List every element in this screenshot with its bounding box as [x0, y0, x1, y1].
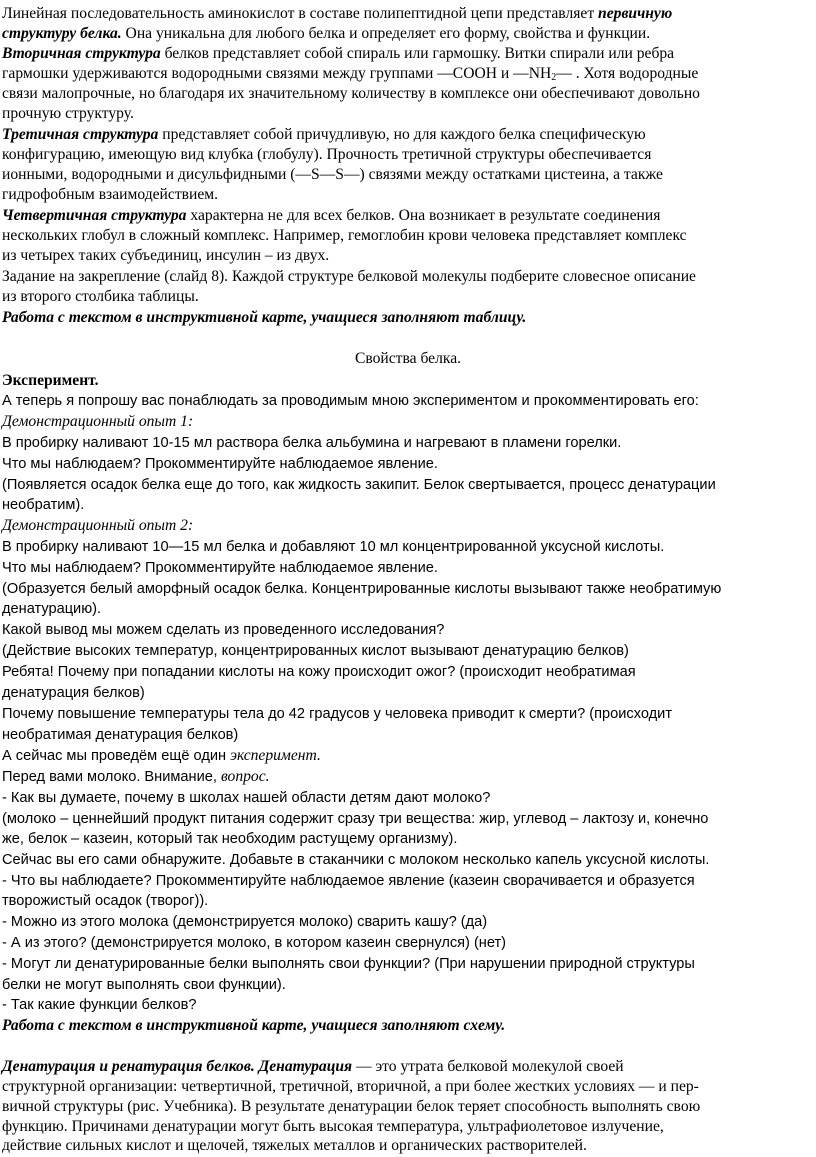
- term-primary: первичную: [598, 5, 673, 22]
- denaturation-line-4: функцию. Причинами денатурации могут быть высокая температура, ультрафиолетовое излучение,: [2, 1118, 664, 1135]
- section-title-protein-properties: Свойства белка.: [354, 350, 462, 367]
- conclusion-question: Какой вывод мы можем сделать из проведенного исследования?: [2, 622, 445, 638]
- scheme-instruction: Работа с текстом в инструктивной карте, учащиеся заполняют схему.: [2, 1017, 506, 1034]
- experiment-intro: А теперь я попрошу вас понаблюдать за проводимым мною экспериментом и прокомментировать его:: [2, 393, 699, 409]
- term-experiment: эксперимент.: [230, 747, 321, 764]
- demo-2-line-4: денатурацию).: [2, 601, 102, 617]
- text-run: Линейная последовательность аминокислот в составе полипептидной цепи представляет: [2, 5, 599, 22]
- acid-burn-question-line-1: Ребята! Почему при попадании кислоты на кожу происходит ожог? (происходит необратимая: [2, 664, 636, 680]
- text-run: — это утрата белковой молекулой своей: [352, 1058, 624, 1075]
- milk-line-2: (молоко – ценнейший продукт питания содержит сразу три вещества: жир, углевод – лактозу и, конечно: [2, 811, 709, 827]
- tertiary-structure-line-4: гидрофобным взаимодействием.: [2, 186, 219, 203]
- demo-1-title: Демонстрационный опыт 1:: [2, 413, 194, 430]
- term-primary-structure: структуру белка.: [2, 25, 122, 42]
- subscript: 2: [551, 72, 557, 83]
- milk-intro-line: [2, 767, 270, 787]
- text-run: представляет собой причудливую, но для каждого белка специфическую: [158, 126, 646, 143]
- primary-structure-line-1: [2, 4, 672, 24]
- task-instruction: Работа с текстом в инструктивной карте, учащиеся заполняют таблицу.: [2, 309, 527, 326]
- secondary-structure-line-4: прочную структуру.: [2, 105, 134, 122]
- quaternary-structure-line-3: из четырех таких субъединиц, инсулин – из двух.: [2, 247, 330, 264]
- milk-line-9: - Могут ли денатурированные белки выполнять свои функции? (При нарушении природной структуры: [2, 956, 695, 972]
- denaturation-line-2: структурной организации: четвертичной, третичной, вторичной, а при более жестких условиях — и пер-: [2, 1078, 699, 1095]
- tertiary-structure-line-3: ионными, водородными и дисульфидными (—S—S—) связями между остатками цистеина, а также: [2, 166, 663, 183]
- conclusion-answer: (Действие высоких температур, концентрированных кислот вызывают денатурацию белков): [2, 643, 629, 659]
- tertiary-structure-line-2: конфигурацию, имеющую вид клубка (глобулу). Прочность третичной структуры обеспечивается: [2, 146, 652, 163]
- experiment-heading: Эксперимент.: [2, 372, 99, 389]
- demo-1-line-3: (Появляется осадок белка еще до того, как жидкость закипит. Белок свертывается, процесс денатурации: [2, 477, 716, 493]
- term-denaturation: Денатурация и ренатурация белков. Денатурация: [2, 1058, 353, 1075]
- milk-line-3: же, белок – казеин, который так необходим растущему организму).: [2, 831, 458, 847]
- text-run: Она уникальна для любого белка и определяет его форму, свойства и функции.: [121, 25, 651, 42]
- secondary-structure-line-2: [2, 64, 698, 84]
- tertiary-structure-line-1: [2, 125, 646, 145]
- text-run: гармошки удерживаются водородными связями между группами —СООН и —NH: [2, 65, 552, 82]
- denaturation-line-5: действие сильных кислот и щелочей, тяжелых металлов и органических растворителей.: [2, 1137, 587, 1154]
- secondary-structure-line-1: [2, 44, 674, 64]
- milk-line-5: - Что вы наблюдаете? Прокомментируйте наблюдаемое явление (казеин сворачивается и образуется: [2, 873, 695, 889]
- text-run: белков представляет собой спираль или гармошку. Витки спирали или ребра: [160, 45, 675, 62]
- milk-line-7: - Можно из этого молока (демонстрируется молоко) сварить кашу? (да): [2, 914, 488, 930]
- demo-1-line-2: Что мы наблюдаем? Прокомментируйте наблюдаемое явление.: [2, 456, 438, 472]
- term-secondary-structure: Вторичная структура: [2, 45, 161, 62]
- milk-line-11: - Так какие функции белков?: [2, 997, 197, 1013]
- denaturation-line-1: [2, 1057, 624, 1077]
- milk-line-4: Сейчас вы его сами обнаружите. Добавьте в стаканчики с молоком несколько капель уксусной кислоты.: [2, 852, 710, 868]
- text-run: — . Хотя водородные: [556, 65, 699, 82]
- demo-2-line-2: Что мы наблюдаем? Прокомментируйте наблюдаемое явление.: [2, 560, 438, 576]
- temperature-question-line-1: Почему повышение температуры тела до 42 градусов у человека приводит к смерти? (происходит: [2, 706, 673, 722]
- secondary-structure-line-3: связи малопрочные, но благодаря их значительному количеству в комплексе они обеспечивают довольно: [2, 85, 700, 102]
- text-run: Перед вами молоко. Внимание,: [2, 769, 221, 785]
- demo-2-title: Демонстрационный опыт 2:: [2, 517, 194, 534]
- milk-line-10: белки не могут выполнять свои функции).: [2, 977, 286, 993]
- demo-2-line-1: В пробирку наливают 10—15 мл белка и добавляют 10 мл концентрированной уксусной кислоты.: [2, 539, 665, 555]
- quaternary-structure-line-1: [2, 206, 660, 226]
- term-quaternary-structure: Четвертичная структура: [2, 207, 187, 224]
- primary-structure-line-2: [2, 24, 650, 44]
- milk-line-6: творожистый осадок (творог)).: [2, 893, 209, 909]
- text-run: А сейчас мы проведём ещё один: [2, 748, 231, 764]
- milk-line-1: - Как вы думаете, почему в школах нашей области детям дают молоко?: [2, 790, 491, 806]
- acid-burn-question-line-2: денатурация белков): [2, 685, 145, 701]
- temperature-question-line-2: необратимая денатурация белков): [2, 727, 239, 743]
- task-line-1: Задание на закрепление (слайд 8). Каждой структуре белковой молекулы подберите словесное описание: [2, 268, 696, 285]
- text-run: характерна не для всех белков. Она возникает в результате соединения: [186, 207, 661, 224]
- milk-line-8: - А из этого? (демонстрируется молоко, в котором казеин свернулся) (нет): [2, 935, 507, 951]
- task-line-2: из второго столбика таблицы.: [2, 288, 199, 305]
- demo-1-line-4: необратим).: [2, 497, 85, 513]
- denaturation-line-3: вичной структуры (рис. Учебника). В результате денатурации белок теряет способность выполнять свою: [2, 1098, 701, 1115]
- next-experiment-line: [2, 746, 321, 766]
- demo-2-line-3: (Образуется белый аморфный осадок белка. Концентрированные кислоты вызывают также необратимую: [2, 581, 722, 597]
- demo-1-line-1: В пробирку наливают 10-15 мл раствора белка альбумина и нагревают в пламени горелки.: [2, 435, 622, 451]
- quaternary-structure-line-2: нескольких глобул в сложный комплекс. Например, гемоглобин крови человека представляет комплекс: [2, 227, 687, 244]
- term-tertiary-structure: Третичная структура: [2, 126, 159, 143]
- term-question: вопрос.: [220, 768, 270, 785]
